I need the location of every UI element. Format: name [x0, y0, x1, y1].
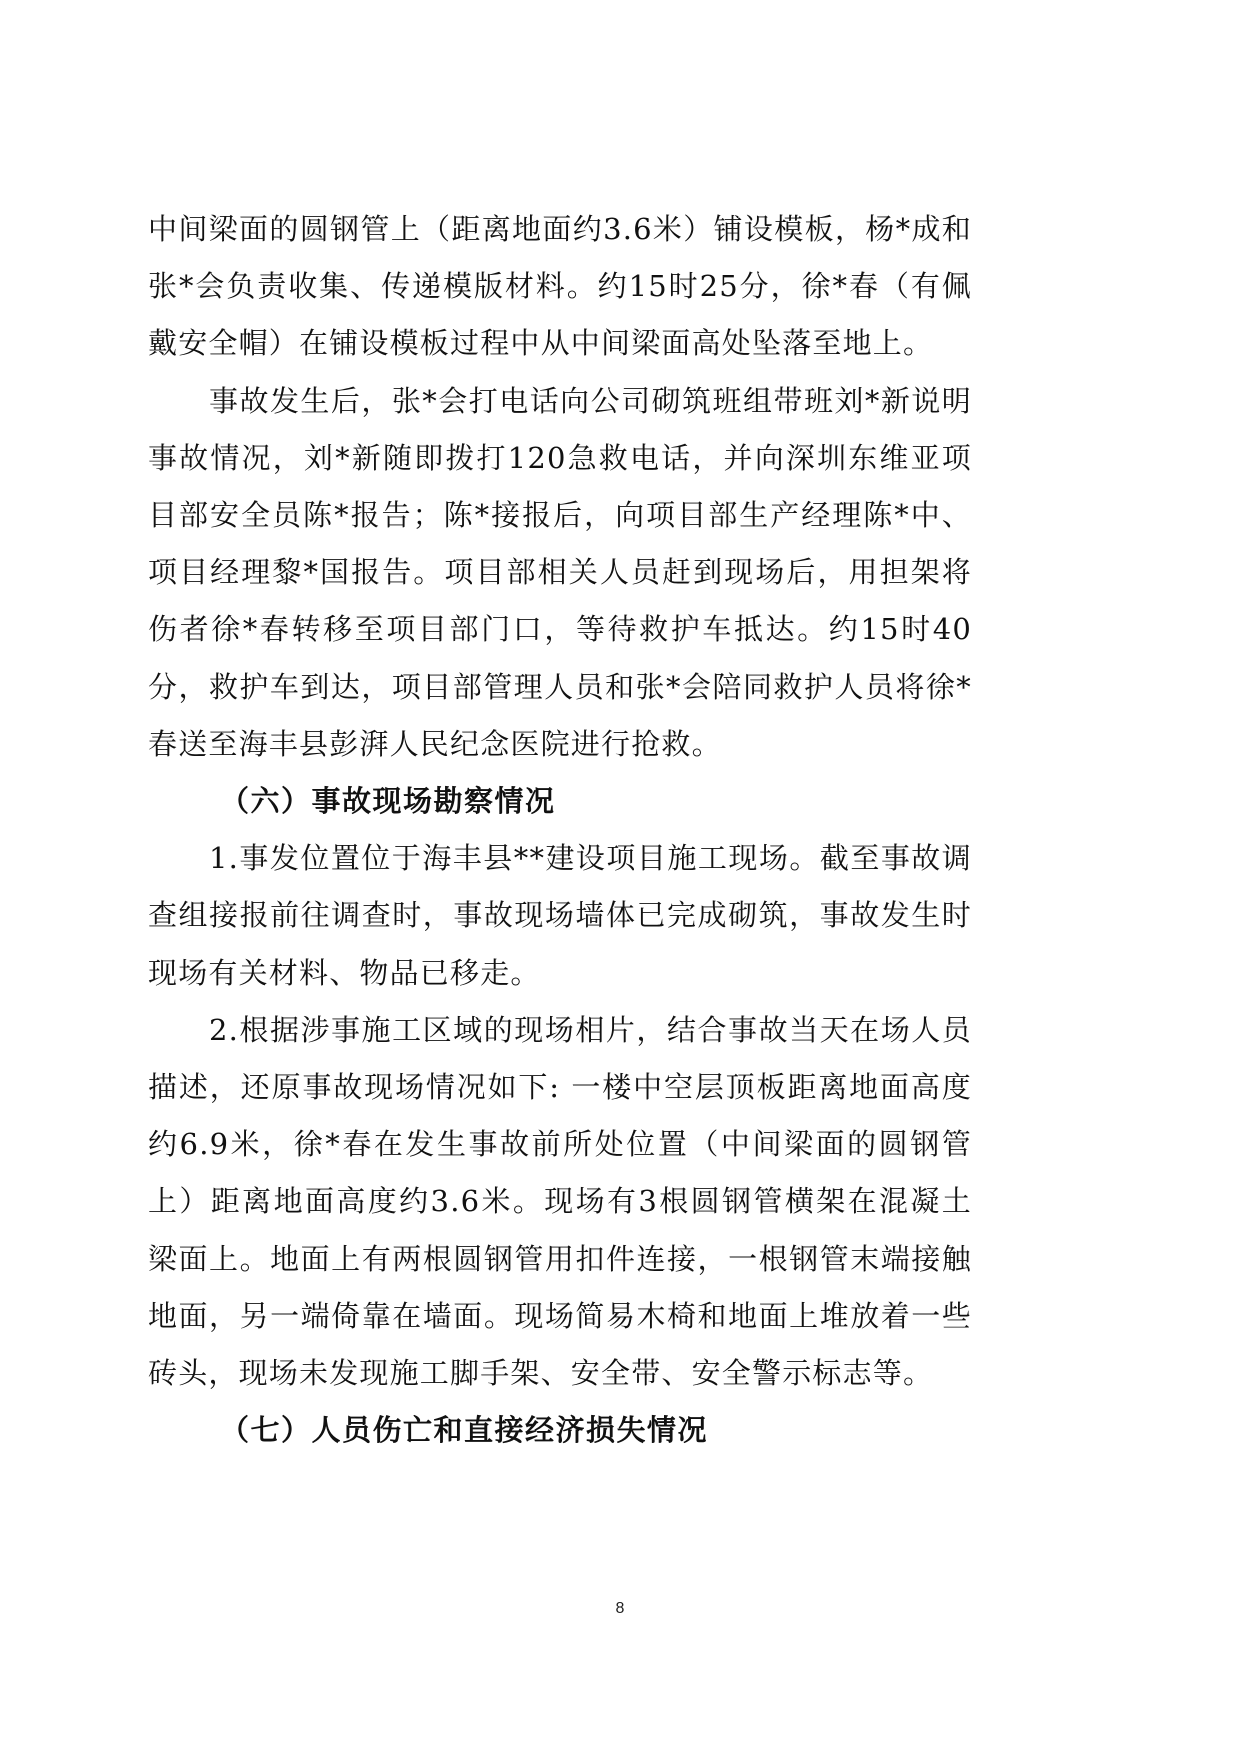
- paragraph-post-accident-response: 事故发生后，张*会打电话向公司砌筑班组带班刘*新说明事故情况，刘*新随即拨打120急救电话，并向深圳东维亚项目部安全员陈*报告；陈*接报后，向项目部生产经理陈*中、项目经理黎*国报告。项目部相关人员赶到现场后，用担架将伤者徐*春转移至项目部门口，等待救护车抵达。约15时40分，救护车到达，项目部管理人员和张*会陪同救护人员将徐*春送至海丰县彭湃人民纪念医院进行抢救。: [148, 383, 972, 761]
- paragraph-accident-process-continued: 中间梁面的圆钢管上（距离地面约3.6米）铺设模板，杨*成和张*会负责收集、传递模版材料。约15时25分，徐*春（有佩戴安全帽）在铺设模板过程中从中间梁面高处坠落至地上。: [148, 212, 972, 361]
- section-heading-casualties-losses: （七）人员伤亡和直接经济损失情况: [220, 1413, 709, 1448]
- document-body: [148, 201, 972, 1459]
- paragraph-site-reconstruction: 2.根据涉事施工区域的现场相片，结合事故当天在场人员描述，还原事故现场情况如下: 一楼中空层顶板距离地面高度约6.9米，徐*春在发生事故前所处位置（中间梁面的圆钢管上）距离地面高度约3.6米。现场有3根圆钢管横架在混凝土梁面上。地面上有两根圆钢管用扣件连接，一根钢管末端接触地面，另一端倚靠在墙面。现场简易木椅和地面上堆放着一些砖头，现场未发现施工脚手架、安全带、安全警示标志等。: [148, 1012, 972, 1391]
- paragraph-site-location: 1.事发位置位于海丰县**建设项目施工现场。截至事故调查组接报前往调查时，事故现场墙体已完成砌筑，事故发生时现场有关材料、物品已移走。: [148, 841, 972, 990]
- section-heading-site-survey: （六）事故现场勘察情况: [220, 784, 556, 819]
- page-number: 8: [615, 1600, 625, 1617]
